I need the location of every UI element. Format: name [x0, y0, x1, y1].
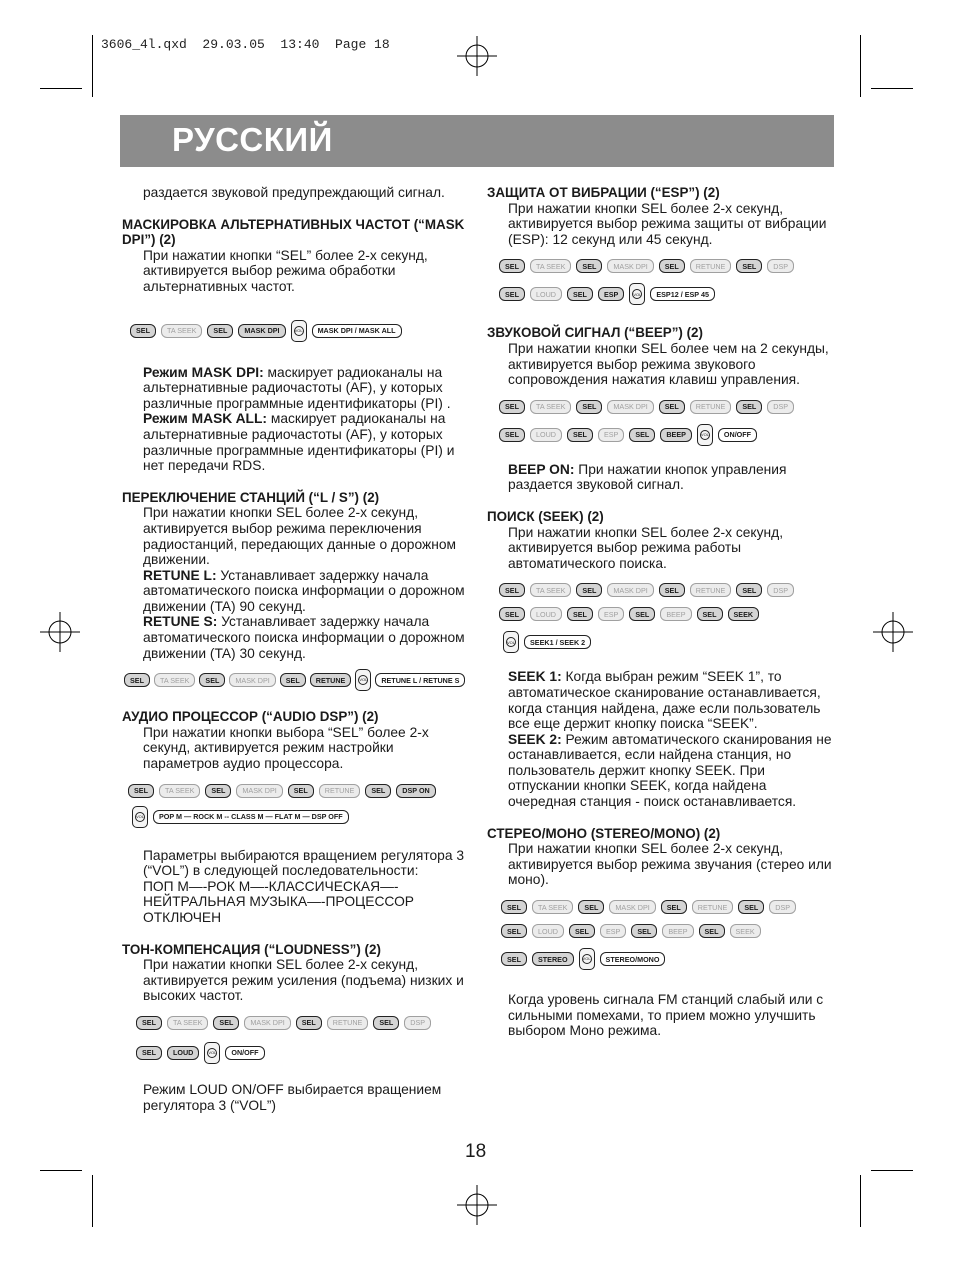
intro-text: раздается звуковой предупреждающий сигнал. — [143, 185, 445, 200]
retune-label: RETUNE — [310, 673, 352, 687]
right-column — [487, 185, 837, 1039]
vol-knob-icon: VOL — [629, 283, 645, 305]
esp-options-label: ESP12 / ESP 45 — [650, 287, 715, 301]
file-slug: 3606_4l.qxd 29.03.05 13:40 Page 18 — [101, 37, 390, 52]
left-column — [122, 185, 472, 1113]
crop-mark — [40, 1170, 82, 1171]
vol-knob-icon: VOL — [697, 424, 713, 446]
crop-mark — [871, 88, 913, 89]
loud-flow-diagram — [122, 1014, 472, 1066]
dsp-label: DSP — [767, 583, 794, 597]
sel-button: SEL — [130, 324, 156, 338]
mask-dpi-label: MASK DPI — [607, 400, 653, 414]
sel-button: SEL — [699, 924, 725, 938]
ta-seek-label: TA SEEK — [154, 673, 195, 687]
ta-seek-label: TA SEEK — [530, 400, 571, 414]
section-heading-stereo: СТЕРЕО/МОНО (STEREO/MONO) (2) — [487, 825, 721, 841]
section-body-esp: При нажатии кнопки SEL более 2-х секунд, активируется выбор режима защиты от вибрации (ESP): 12 секунд или 45 секунд. — [508, 200, 827, 247]
sel-button: SEL — [499, 287, 525, 301]
vol-knob-icon: VOL — [355, 669, 371, 691]
dsp-after-text: Параметры выбираются вращением регулятора 3 (“VOL”) в следующей последовательности: — [143, 847, 465, 879]
vol-knob-icon: VOL — [204, 1042, 220, 1064]
sel-button: SEL — [629, 607, 655, 621]
ta-seek-label: TA SEEK — [161, 324, 202, 338]
beep-on-description: BEEP ON: При нажатии кнопок управления раздается звуковой сигнал. — [508, 461, 787, 493]
sel-button: SEL — [296, 1016, 322, 1030]
sel-button: SEL — [629, 428, 655, 442]
mask-dpi-label: MASK DPI — [244, 1016, 290, 1030]
sel-button: SEL — [661, 900, 687, 914]
ta-seek-label: TA SEEK — [532, 900, 573, 914]
stereo-label: STEREO — [532, 952, 574, 966]
mask-dpi-label: MASK DPI — [607, 583, 653, 597]
retune-label: RETUNE — [327, 1016, 369, 1030]
section-body-ls: При нажатии кнопки SEL более 2-х секунд, активируется выбор режима переключения радиостанций, передающих данные о дорожном движении. — [143, 505, 456, 568]
sel-button: SEL — [499, 400, 525, 414]
sel-button: SEL — [567, 428, 593, 442]
sel-button: SEL — [501, 924, 527, 938]
beep-flow-diagram — [487, 398, 837, 450]
sel-button: SEL — [576, 583, 602, 597]
loud-label: LOUD — [530, 287, 562, 301]
seek-flow-diagram — [487, 581, 837, 657]
loud-label: LOUD — [530, 428, 562, 442]
seek2-description: SEEK 2: Режим автоматического сканирования не останавливается, если найдена станция, но пользователь держит кнопку SEEK. При отпускании кнопки SEEK, когда найдена очередная станция - поиск останавливается. — [508, 731, 832, 810]
sel-button: SEL — [576, 400, 602, 414]
retune-label: RETUNE — [690, 259, 732, 273]
registration-mark-icon — [873, 612, 913, 652]
sel-button: SEL — [128, 784, 154, 798]
sel-button: SEL — [567, 607, 593, 621]
loud-after-text: Режим LOUD ON/OFF выбирается вращением регулятора 3 (“VOL”) — [143, 1081, 442, 1113]
mask-flow-diagram — [122, 317, 472, 343]
vol-knob-icon: VOL — [579, 948, 595, 970]
retune-label: RETUNE — [690, 400, 732, 414]
crop-mark — [860, 1175, 861, 1227]
sel-button: SEL — [659, 583, 685, 597]
sel-button: SEL — [499, 259, 525, 273]
crop-mark — [92, 1175, 93, 1227]
mask-dpi-label: MASK DPI — [229, 673, 275, 687]
vol-knob-icon: VOL — [132, 806, 148, 828]
dsp-on-label: DSP ON — [396, 784, 435, 798]
section-body-mask: При нажатии кнопки “SEL” более 2-х секунд, активируется выбор режима обработки альтернативных частот. — [143, 247, 428, 294]
dsp-label: DSP — [767, 259, 794, 273]
mask-all-description: Режим MASK ALL: маскирует радиоканалы на альтернативные радиочастоты (AF), у которых различные программные идентификаторы (PI) и нет передачи RDS. — [143, 411, 455, 474]
sel-button: SEL — [499, 428, 525, 442]
mask-dpi-label: MASK DPI — [236, 784, 282, 798]
sel-button: SEL — [576, 259, 602, 273]
sel-button: SEL — [499, 583, 525, 597]
sel-button: SEL — [213, 1016, 239, 1030]
sel-button: SEL — [136, 1046, 162, 1060]
beep-label: BEEP — [660, 607, 691, 621]
sel-button: SEL — [207, 324, 233, 338]
beep-label: BEEP — [662, 924, 693, 938]
page-number: 18 — [465, 1141, 487, 1162]
sel-button: SEL — [736, 259, 762, 273]
stereo-after-text: Когда уровень сигнала FM станций слабый или с сильными помехами, то прием можно улучшить выбором Моно режима. — [508, 992, 824, 1039]
on-off-label: ON/OFF — [718, 428, 757, 442]
section-body-beep: При нажатии кнопки SEL более чем на 2 секунды, активируется выбор режима звукового сопровождения нажатия клавиш управления. — [508, 340, 829, 388]
section-body-stereo: При нажатии кнопки SEL более 2-х секунд, активируется выбор режима звучания (стерео или моно). — [508, 841, 832, 888]
beep-label: BEEP — [660, 428, 692, 442]
esp-flow-diagram — [487, 257, 837, 309]
loud-label: LOUD — [532, 924, 564, 938]
stereo-mono-label: STEREO/MONO — [600, 952, 666, 966]
ta-seek-label: TA SEEK — [530, 583, 571, 597]
crop-mark — [871, 1170, 913, 1171]
on-off-label: ON/OFF — [225, 1046, 264, 1060]
vol-knob-icon: VOL — [503, 631, 519, 653]
page-title: РУССКИЙ — [172, 121, 333, 158]
seek-label: SEEK — [730, 924, 761, 938]
mask-dpi-description: Режим MASK DPI: маскирует радиоканалы на альтернативные радиочастоты (AF), у которых различные программные идентификаторы (PI) . — [143, 364, 451, 411]
section-heading-dsp: АУДИО ПРОЦЕССОР (“AUDIO DSP”) (2) — [122, 709, 379, 725]
esp-label: ESP — [598, 607, 624, 621]
retune-label: RETUNE — [319, 784, 361, 798]
sel-button: SEL — [736, 583, 762, 597]
sel-button: SEL — [199, 673, 225, 687]
sel-button: SEL — [499, 607, 525, 621]
sel-button: SEL — [738, 900, 764, 914]
dsp-sequence-text: ПОП М—-РОК М—-КЛАССИЧЕСКАЯ—-НЕЙТРАЛЬНАЯ МУЗЫКА—-ПРОЦЕССОР ОТКЛЮЧЕН — [143, 878, 415, 925]
sel-button: SEL — [578, 900, 604, 914]
retune-label: RETUNE — [692, 900, 734, 914]
sel-button: SEL — [205, 784, 231, 798]
section-heading-seek: ПОИСК (SEEK) (2) — [487, 508, 604, 524]
sel-button: SEL — [124, 673, 150, 687]
stereo-flow-diagram — [487, 898, 837, 974]
sel-button: SEL — [659, 400, 685, 414]
seek1-description: SEEK 1: Когда выбран режим “SEEK 1”, то автоматическое сканирование останавливается, когда станция найдена, даже если пользователь все еще держит кнопку поиска “SEEK”. — [508, 669, 821, 732]
sel-button: SEL — [567, 287, 593, 301]
section-body-dsp: При нажатии кнопки выбора “SEL” более 2-х секунд, активируется режим настройки параметров аудио процессора. — [143, 724, 429, 772]
esp-label: ESP — [600, 924, 626, 938]
registration-mark-icon — [40, 612, 80, 652]
sel-button: SEL — [365, 784, 391, 798]
sel-button: SEL — [280, 673, 306, 687]
retune-label: RETUNE — [690, 583, 732, 597]
ta-seek-label: TA SEEK — [159, 784, 200, 798]
language-banner — [120, 115, 834, 167]
vol-knob-icon: VOL — [291, 320, 307, 342]
retune-ls-label: RETUNE L / RETUNE S — [375, 673, 465, 687]
loud-label: LOUD — [530, 607, 562, 621]
sel-button: SEL — [569, 924, 595, 938]
dsp-sequence-label: POP M — ROCK M -- CLASS M — FLAT M — DSP OFF — [153, 810, 349, 824]
crop-mark — [860, 35, 861, 97]
mask-dpi-all-label: MASK DPI / MASK ALL — [312, 324, 402, 338]
retune-s-description: RETUNE S: Устанавливает задержку начала автоматического поиска информации о дорожном движении (TA) 30 секунд. — [143, 614, 465, 661]
retune-l-description: RETUNE L: Устанавливает задержку начала автоматического поиска информации о дорожном движении (TA) 90 секунд. — [143, 567, 465, 614]
ta-seek-label: TA SEEK — [530, 259, 571, 273]
seek-options-label: SEEK1 / SEEK 2 — [524, 635, 591, 649]
mask-dpi-label: MASK DPI — [607, 259, 653, 273]
esp-label: ESP — [598, 428, 624, 442]
sel-button: SEL — [501, 900, 527, 914]
sel-button: SEL — [631, 924, 657, 938]
registration-mark-icon — [457, 1185, 497, 1225]
dsp-flow-diagram — [122, 782, 472, 834]
dsp-label: DSP — [767, 400, 794, 414]
loud-label: LOUD — [167, 1046, 199, 1060]
section-heading-esp: ЗАЩИТА ОТ ВИБРАЦИИ (“ESP”) (2) — [487, 185, 720, 200]
mask-dpi-label: MASK DPI — [238, 324, 285, 338]
seek-label: SEEK — [728, 607, 760, 621]
esp-label: ESP — [598, 287, 624, 301]
ta-seek-label: TA SEEK — [167, 1016, 208, 1030]
sel-button: SEL — [136, 1016, 162, 1030]
mask-dpi-label: MASK DPI — [609, 900, 655, 914]
section-heading-ls: ПЕРЕКЛЮЧЕНИЕ СТАНЦИЙ (“L / S”) (2) — [122, 489, 380, 505]
dsp-label: DSP — [404, 1016, 431, 1030]
sel-button: SEL — [501, 952, 527, 966]
section-heading-mask: МАСКИРОВКА АЛЬТЕРНАТИВНЫХ ЧАСТОТ (“MASK DPI”) (2) — [122, 216, 465, 248]
section-body-loud: При нажатии кнопки SEL более 2-х секунд, активируется режим усиления (подъема) низких и высоких частот. — [143, 957, 464, 1004]
sel-button: SEL — [288, 784, 314, 798]
sel-button: SEL — [373, 1016, 399, 1030]
registration-mark-icon — [457, 36, 497, 76]
crop-mark — [92, 35, 93, 97]
sel-button: SEL — [697, 607, 723, 621]
section-heading-beep: ЗВУКОВОЙ СИГНАЛ (“BEEP”) (2) — [487, 325, 703, 341]
retune-flow-diagram — [122, 667, 472, 693]
section-body-seek: При нажатии кнопки SEL более 2-х секунд, активируется выбор режима работы автоматического поиска. — [508, 524, 784, 571]
sel-button: SEL — [659, 259, 685, 273]
crop-mark — [40, 88, 82, 89]
sel-button: SEL — [736, 400, 762, 414]
dsp-label: DSP — [769, 900, 796, 914]
section-heading-loud: ТОН-КОМПЕНСАЦИЯ (“LOUDNESS”) (2) — [122, 941, 381, 957]
